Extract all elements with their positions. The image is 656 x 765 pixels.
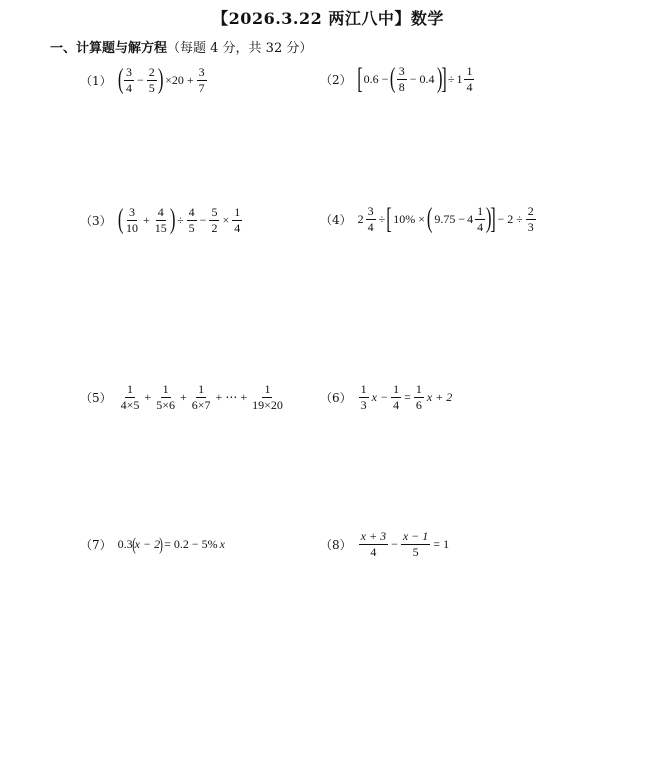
left-paren: ( [117, 204, 124, 236]
problem-2 [320, 64, 475, 94]
fraction: $\frac{x + 3}{4}$ [360, 529, 387, 559]
left-paren: ( [131, 534, 136, 554]
right-bracket: ] [441, 62, 447, 95]
problem-number: （4） [320, 212, 352, 227]
right-bracket: ] [490, 202, 497, 235]
fraction: $\frac{3}{10}$ [125, 205, 138, 235]
fraction: $\frac{1}{6}$ [415, 382, 422, 412]
problem-number: （1） [80, 73, 112, 88]
fraction: $\frac{4}{5}$ [188, 205, 195, 235]
right-paren: ) [436, 63, 442, 94]
fraction: $\frac{3}{8}$ [398, 63, 405, 94]
problem-7 [80, 535, 225, 553]
fraction: $\frac{2}{3}$ [527, 203, 534, 234]
expression: ( $\frac{3}{10}$ + $\frac{4}{15}$ ) ÷ $\frac{4}{5}$ − $\frac{5}{2}$ × $\frac{1}{4}$ [117, 204, 241, 236]
fraction: $\frac{1}{4\times 5}$ [120, 382, 140, 412]
problem-4 [320, 204, 537, 234]
fraction: $\frac{1}{4}$ [393, 382, 400, 412]
left-paren: ( [426, 203, 433, 234]
page-title: 【2026.3.22 两江八中】数学 [212, 9, 444, 28]
left-paren: ( [117, 64, 124, 96]
section-heading: 一、计算题与解方程 [50, 41, 168, 56]
fraction: $\frac{3}{7}$ [198, 65, 205, 95]
problem-3 [80, 206, 243, 234]
left-bracket: [ [386, 202, 392, 235]
problem-number: （5） [80, 390, 112, 405]
expression: $\frac{1}{4\times 5}$ + $\frac{1}{5\times 6}$ + $\frac{1}{6\times 7}$ + ⋯ + $\frac{1}{19\times 20}$ [120, 382, 283, 412]
right-paren: ) [485, 203, 492, 234]
problem-number: （6） [320, 390, 352, 405]
right-paren: ) [169, 204, 176, 236]
problem-6 [320, 383, 454, 411]
fraction: $\frac{1}{3}$ [360, 382, 367, 412]
right-paren: ) [159, 534, 163, 554]
fraction: $\frac{4}{15}$ [154, 205, 167, 235]
expression: $\frac{1}{3}$ x − $\frac{1}{4}$ = $\frac{1}{6}$ x + 2 [360, 382, 453, 412]
mixed-number: 2 $\frac{3}{4}$ [357, 203, 374, 234]
expression: 2 $\frac{3}{4}$ ÷ [ 10% × ( 9.75 − 4 $\frac{1}{4}$ ) ] − 2 ÷ $\frac{2}{3}$ [357, 202, 534, 235]
expression: [ 0.6 − ( $\frac{3}{8}$ − 0.4 ) ] ÷ 1 $\frac{1}{4}$ [358, 64, 476, 94]
fraction: $\frac{1}{6\times 7}$ [191, 382, 211, 412]
problem-number: （3） [80, 213, 112, 228]
right-paren: ) [157, 64, 164, 96]
fraction: $\frac{2}{5}$ [148, 65, 155, 95]
problem-1 [80, 66, 208, 94]
left-paren: ( [390, 63, 396, 94]
section-header [50, 37, 312, 56]
mixed-number: 1 $\frac{1}{4}$ [456, 63, 473, 94]
fraction: $\frac{1}{5\times 6}$ [156, 382, 175, 412]
fraction: $\frac{x - 1}{5}$ [402, 529, 429, 559]
problem-8 [320, 530, 451, 558]
expression: 0.3 ( x − 2 ) = 0.2 − 5% x [117, 534, 225, 554]
mixed-number: 4 $\frac{1}{4}$ [467, 203, 484, 234]
fraction: $\frac{1}{4}$ [234, 205, 241, 235]
section-note: （每题 4 分，共 32 分） [167, 41, 313, 56]
left-bracket: [ [356, 62, 363, 95]
expression: ( $\frac{3}{4}$ − $\frac{2}{5}$ ) ×20 + $\frac{3}{7}$ [117, 64, 205, 96]
problem-number: （7） [80, 537, 112, 552]
problem-number: （8） [320, 537, 352, 552]
fraction: $\frac{3}{4}$ [125, 65, 132, 95]
fraction: $\frac{1}{19\times 20}$ [252, 382, 283, 412]
fraction: $\frac{5}{2}$ [211, 205, 218, 235]
problem-number: （2） [320, 72, 352, 87]
expression: $\frac{x + 3}{4}$ − $\frac{x - 1}{5}$ = 1 [360, 529, 450, 559]
problem-5 [80, 383, 286, 411]
